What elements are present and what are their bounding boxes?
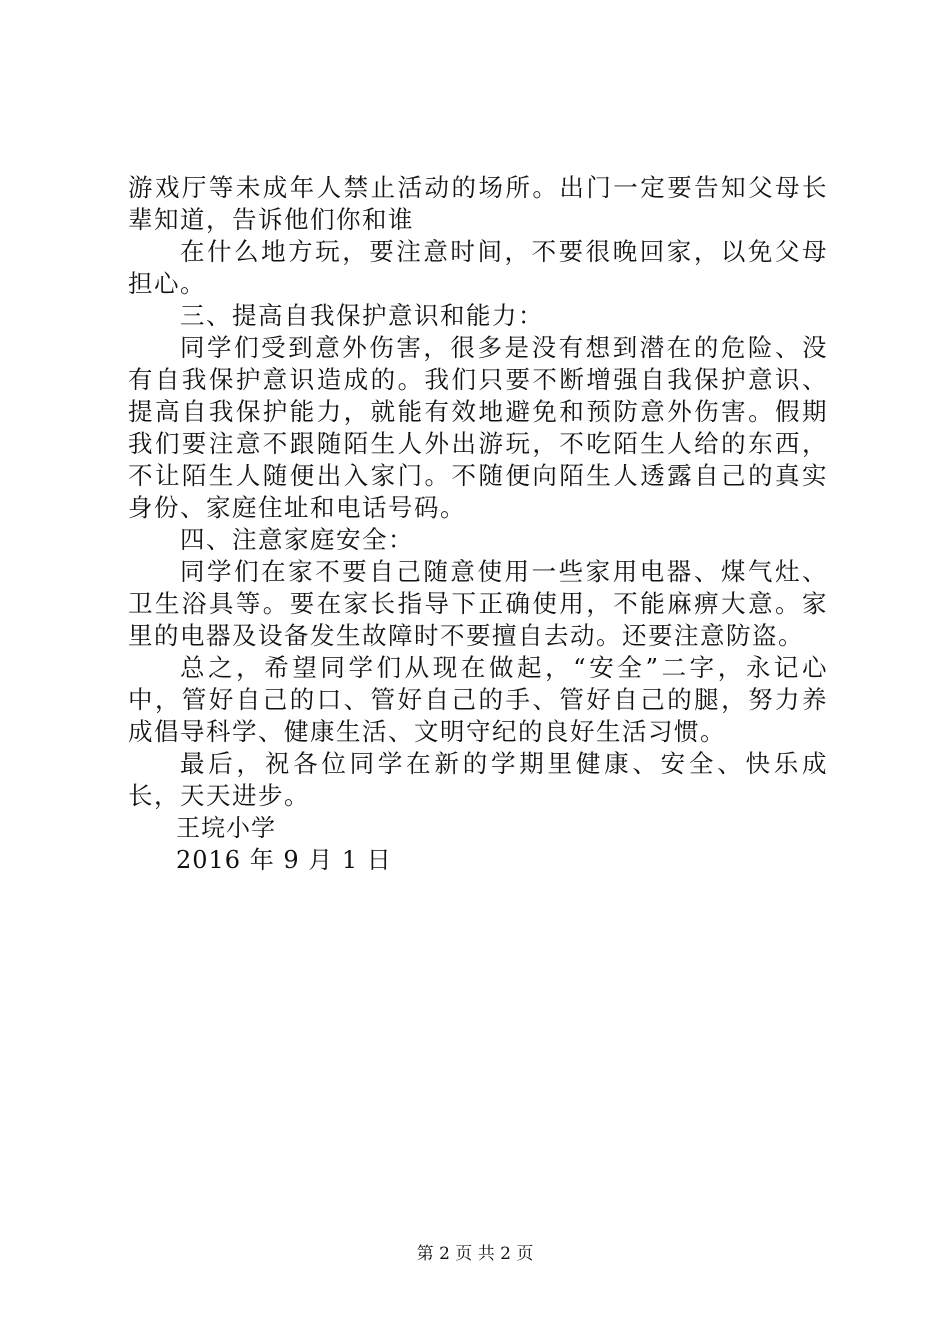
paragraph-self-protection: 同学们受到意外伤害，很多是没有想到潜在的危险、没有自我保护意识造成的。我们只要不断增强自我保护意识、提高自我保护能力，就能有效地避免和预防意外伤害。假期我们要注意不跟随陌生人外出游玩，不吃陌生人给的东西，不让陌生人随便出入家门。不随便向陌生人透露自己的真实身份、家庭住址和电话号码。	[128, 333, 828, 522]
paragraph-home-safety: 同学们在家不要自己随意使用一些家用电器、煤气灶、卫生浴具等。要在家长指导下正确使用，不能麻痹大意。家里的电器及设备发生故障时不要擅自去动。还要注意防盗。	[128, 557, 828, 650]
paragraph-1: 游戏厅等未成年人禁止活动的场所。出门一定要告知父母长辈知道，告诉他们你和谁	[128, 173, 828, 234]
paragraph-closing: 最后，祝各位同学在新的学期里健康、安全、快乐成长，天天进步。	[128, 749, 828, 810]
signature-school: 王垸小学	[176, 814, 276, 842]
signature-date: 2016 年 9 月 1 日	[176, 846, 392, 874]
section-heading-3: 三、提高自我保护意识和能力：	[180, 301, 544, 330]
paragraph-summary: 总之，希望同学们从现在做起，“安全”二字，永记心中，管好自己的口、管好自己的手、管好自己的腿，努力养成倡导科学、健康生活、文明守纪的良好生活习惯。	[128, 653, 828, 746]
document-body	[128, 172, 828, 876]
paragraph-2: 在什么地方玩，要注意时间，不要很晚回家，以免父母担心。	[128, 237, 828, 298]
page-number-footer: 第 2 页 共 2 页	[416, 1244, 534, 1264]
section-heading-4: 四、注意家庭安全：	[180, 525, 414, 554]
